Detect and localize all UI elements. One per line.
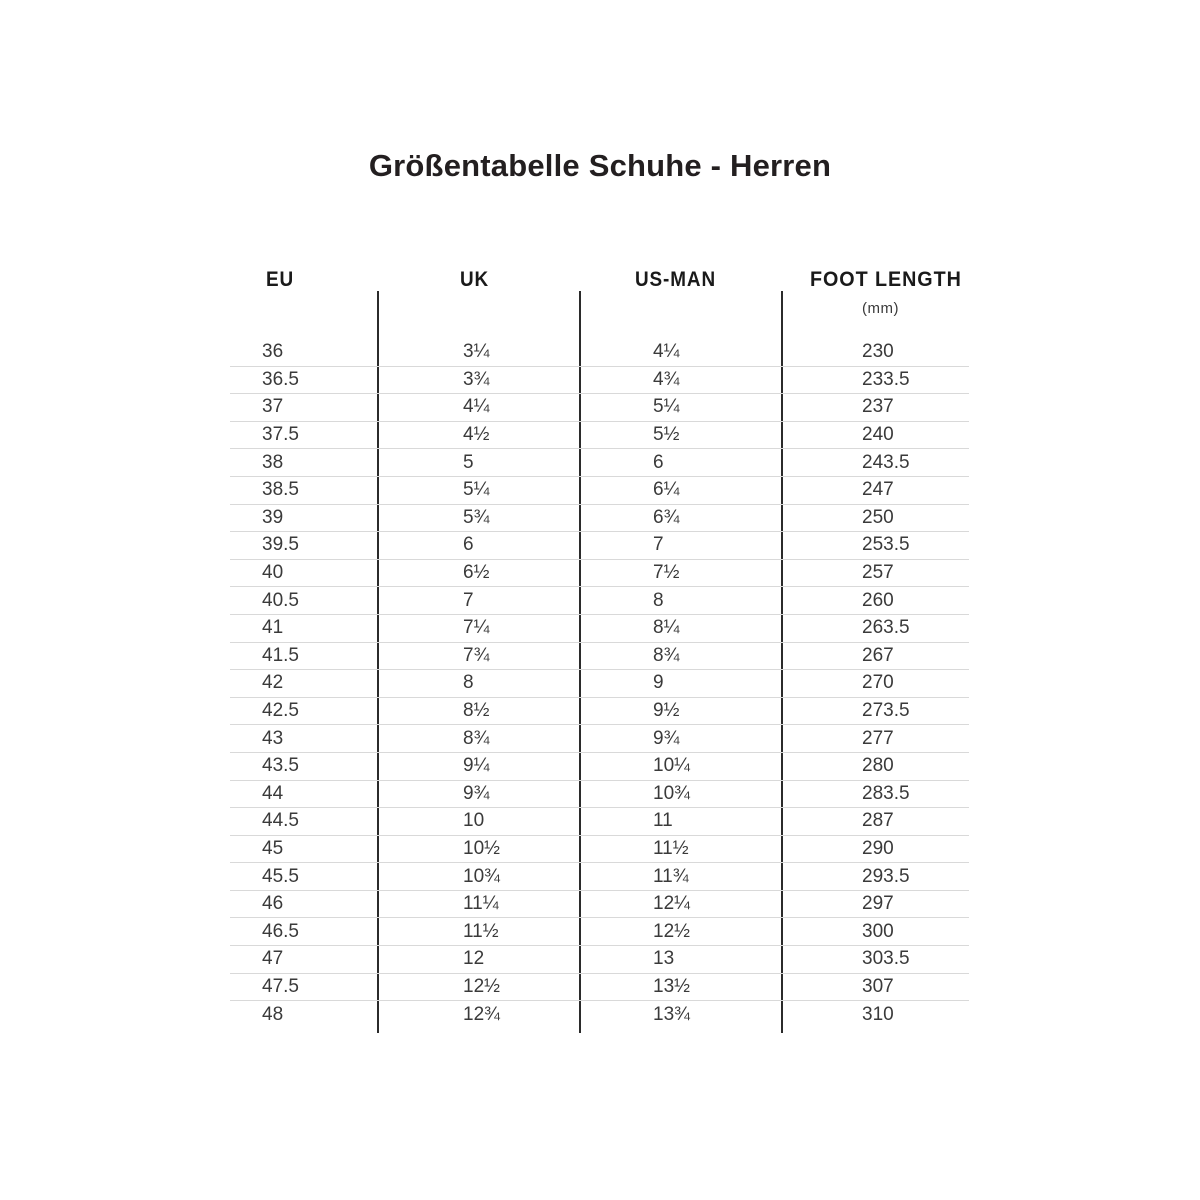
cell-uk: 8 xyxy=(463,672,474,694)
cell-eu: 36.5 xyxy=(262,368,299,390)
table-row xyxy=(230,862,969,890)
table-row xyxy=(230,1000,969,1028)
table-row xyxy=(230,586,969,614)
cell-eu: 43 xyxy=(262,727,284,749)
cell-eu: 39 xyxy=(262,506,284,528)
cell-eu: 39.5 xyxy=(262,534,299,556)
table-row xyxy=(230,421,969,449)
cell-foot-length: 233.5 xyxy=(862,368,910,390)
cell-eu: 42 xyxy=(262,672,284,694)
column-header-uk: UK xyxy=(460,268,490,291)
cell-eu: 38.5 xyxy=(262,479,299,501)
table-row xyxy=(230,642,969,670)
cell-us-man: 5½ xyxy=(653,424,680,446)
cell-us-man: 5¼ xyxy=(653,396,680,418)
cell-foot-length: 297 xyxy=(862,893,894,915)
cell-us-man: 9½ xyxy=(653,700,680,722)
page-title: Größentabelle Schuhe - Herren xyxy=(368,148,832,183)
cell-eu: 38 xyxy=(262,451,284,473)
cell-foot-length: 253.5 xyxy=(862,534,910,556)
cell-us-man: 13 xyxy=(653,948,675,970)
cell-eu: 37 xyxy=(262,396,284,418)
cell-uk: 9¼ xyxy=(463,755,490,777)
cell-uk: 7 xyxy=(463,589,474,611)
table-row xyxy=(230,835,969,863)
cell-us-man: 8¼ xyxy=(653,617,680,639)
table-row xyxy=(230,338,969,366)
cell-foot-length: 247 xyxy=(862,479,894,501)
cell-uk: 11½ xyxy=(463,920,499,942)
cell-uk: 4¼ xyxy=(463,396,490,418)
cell-foot-length: 257 xyxy=(862,562,894,584)
cell-us-man: 6¾ xyxy=(653,506,680,528)
column-header-eu: EU xyxy=(266,268,295,291)
cell-uk: 6 xyxy=(463,534,474,556)
table-row xyxy=(230,366,969,394)
column-header-us-man: US-MAN xyxy=(635,268,716,291)
cell-uk: 12½ xyxy=(463,975,500,997)
cell-uk: 8¾ xyxy=(463,727,490,749)
cell-foot-length: 280 xyxy=(862,755,894,777)
cell-foot-length: 287 xyxy=(862,810,894,832)
column-header-foot-length-unit: (mm) xyxy=(862,300,899,317)
cell-us-man: 6 xyxy=(653,451,664,473)
cell-uk: 6½ xyxy=(463,562,490,584)
cell-uk: 3¼ xyxy=(463,340,490,362)
cell-uk: 7¾ xyxy=(463,644,490,666)
cell-us-man: 11½ xyxy=(653,837,689,859)
table-row xyxy=(230,917,969,945)
cell-eu: 46.5 xyxy=(262,920,299,942)
table-row xyxy=(230,669,969,697)
table-row xyxy=(230,973,969,1001)
cell-foot-length: 303.5 xyxy=(862,948,910,970)
cell-eu: 44 xyxy=(262,782,284,804)
cell-foot-length: 267 xyxy=(862,644,894,666)
cell-us-man: 13½ xyxy=(653,975,690,997)
cell-foot-length: 310 xyxy=(862,1003,894,1025)
cell-foot-length: 240 xyxy=(862,424,894,446)
cell-foot-length: 250 xyxy=(862,506,894,528)
cell-eu: 37.5 xyxy=(262,424,299,446)
cell-uk: 4½ xyxy=(463,424,490,446)
cell-us-man: 6¼ xyxy=(653,479,680,501)
cell-eu: 36 xyxy=(262,340,284,362)
cell-uk: 8½ xyxy=(463,700,490,722)
table-row xyxy=(230,476,969,504)
table-row xyxy=(230,945,969,973)
cell-foot-length: 263.5 xyxy=(862,617,910,639)
cell-eu: 47.5 xyxy=(262,975,299,997)
cell-us-man: 7 xyxy=(653,534,664,556)
cell-us-man: 10¼ xyxy=(653,755,690,777)
cell-us-man: 8 xyxy=(653,589,664,611)
cell-foot-length: 307 xyxy=(862,975,894,997)
table-row xyxy=(230,614,969,642)
cell-us-man: 9 xyxy=(653,672,664,694)
cell-uk: 10½ xyxy=(463,837,500,859)
cell-uk: 5¼ xyxy=(463,479,490,501)
cell-uk: 3¾ xyxy=(463,368,490,390)
cell-uk: 12¾ xyxy=(463,1003,500,1025)
cell-eu: 41 xyxy=(262,617,284,639)
cell-us-man: 7½ xyxy=(653,562,680,584)
cell-us-man: 9¾ xyxy=(653,727,680,749)
cell-eu: 41.5 xyxy=(262,644,299,666)
table-row xyxy=(230,724,969,752)
cell-us-man: 10¾ xyxy=(653,782,690,804)
table-row xyxy=(230,559,969,587)
table-row xyxy=(230,393,969,421)
table-row xyxy=(230,752,969,780)
table-body xyxy=(230,338,969,1028)
cell-us-man: 4¾ xyxy=(653,368,680,390)
table-row xyxy=(230,448,969,476)
column-header-foot-length: FOOT LENGTH xyxy=(810,268,962,291)
cell-foot-length: 273.5 xyxy=(862,700,910,722)
cell-foot-length: 237 xyxy=(862,396,894,418)
table-row xyxy=(230,807,969,835)
cell-us-man: 11 xyxy=(653,810,673,832)
cell-eu: 47 xyxy=(262,948,284,970)
cell-uk: 12 xyxy=(463,948,485,970)
cell-foot-length: 260 xyxy=(862,589,894,611)
cell-eu: 40.5 xyxy=(262,589,299,611)
cell-eu: 43.5 xyxy=(262,755,299,777)
cell-uk: 9¾ xyxy=(463,782,490,804)
cell-us-man: 11¾ xyxy=(653,865,689,887)
cell-foot-length: 230 xyxy=(862,340,894,362)
cell-us-man: 12½ xyxy=(653,920,690,942)
cell-eu: 46 xyxy=(262,893,284,915)
cell-uk: 5 xyxy=(463,451,474,473)
cell-eu: 44.5 xyxy=(262,810,299,832)
table-row xyxy=(230,531,969,559)
cell-eu: 45.5 xyxy=(262,865,299,887)
cell-us-man: 13¾ xyxy=(653,1003,690,1025)
table-row xyxy=(230,697,969,725)
cell-foot-length: 293.5 xyxy=(862,865,910,887)
cell-eu: 45 xyxy=(262,837,284,859)
cell-foot-length: 243.5 xyxy=(862,451,910,473)
cell-uk: 5¾ xyxy=(463,506,490,528)
cell-eu: 42.5 xyxy=(262,700,299,722)
cell-foot-length: 270 xyxy=(862,672,894,694)
cell-uk: 10 xyxy=(463,810,485,832)
cell-us-man: 12¼ xyxy=(653,893,690,915)
cell-eu: 40 xyxy=(262,562,284,584)
cell-foot-length: 300 xyxy=(862,920,894,942)
cell-uk: 7¼ xyxy=(463,617,490,639)
cell-foot-length: 283.5 xyxy=(862,782,910,804)
table-row xyxy=(230,890,969,918)
cell-us-man: 4¼ xyxy=(653,340,680,362)
cell-us-man: 8¾ xyxy=(653,644,680,666)
cell-uk: 11¼ xyxy=(463,893,499,915)
table-row xyxy=(230,780,969,808)
cell-foot-length: 277 xyxy=(862,727,894,749)
cell-foot-length: 290 xyxy=(862,837,894,859)
cell-eu: 48 xyxy=(262,1003,284,1025)
table-row xyxy=(230,504,969,532)
cell-uk: 10¾ xyxy=(463,865,500,887)
